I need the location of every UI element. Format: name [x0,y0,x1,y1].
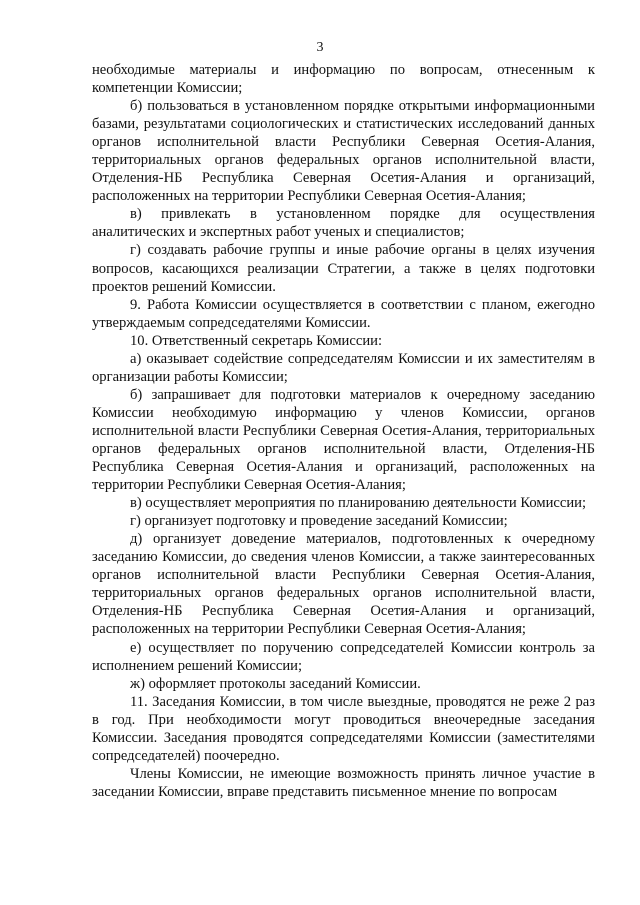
paragraph-item-v-engage-experts: в) привлекать в установленном порядке для осуществления аналитических и экспертных работ ученых и специалистов; [92,206,595,241]
paragraph-continuation: необходимые материалы и информацию по вопросам, отнесенным к компетенции Комиссии; [92,62,595,97]
paragraph-item-d-distribute-materials: д) организует доведение материалов, подготовленных к очередному заседанию Комиссии, до сведения членов Комиссии, а также заинтересованных органов исполнительной власти Республики Северная Осетия-Алания, территориальных органов федеральных органов исполнительной власти, Отделения-НБ Республика Северная Осетия-Алания и организаций, расположенных на территории Республики Северная Осетия-Алания; [92,531,595,638]
paragraph-item-a-assist: а) оказывает содействие сопредседателям Комиссии и их заместителям в организации работы Комиссии; [92,350,595,385]
document-body [92,61,595,801]
paragraph-item-v-planning: в) осуществляет мероприятия по планированию деятельности Комиссии; [130,495,587,512]
paragraph-section-9: 9. Работа Комиссии осуществляется в соответствии с планом, ежегодно утверждаемым сопредседателями Комиссии. [92,296,595,331]
paragraph-item-zh-minutes: ж) оформляет протоколы заседаний Комиссии. [130,675,421,692]
paragraph-item-g-working-groups: г) создавать рабочие группы и иные рабочие органы в целях изучения вопросов, касающихся реализации Стратегии, а также в целях подготовки проектов решений Комиссии. [92,242,595,295]
paragraph-section-11: 11. Заседания Комиссии, в том числе выездные, проводятся не реже 2 раз в год. При необходимости могут проводиться внеочередные заседания Комиссии. Заседания проводятся сопредседателями Комиссии (заместителями сопредседателей) поочередно. [92,693,595,764]
paragraph-item-b-request-info: б) запрашивает для подготовки материалов к очередному заседанию Комиссии необходимую информацию у членов Комиссии, органов исполнительной власти Республики Северная Осетия-Алания, территориальных органов федеральных органов исполнительной власти, Отделения-НБ Республика Северная Осетия-Алания и организаций, расположенных на территории Республики Северная Осетия-Алания; [92,386,595,494]
paragraph-section-10: 10. Ответственный секретарь Комиссии: [130,332,382,349]
paragraph-item-e-control: е) осуществляет по поручению сопредседателей Комиссии контроль за исполнением решений Комиссии; [92,639,595,674]
paragraph-item-b-use-databases: б) пользоваться в установленном порядке открытыми информационными базами, результатами социологических и статистических исследований данных органов исполнительной власти Республики Северная Осетия-Алания, территориальных органов федеральных органов исполнительной власти, Отделения-НБ Республика Северная Осетия-Алания и организаций, расположенных на территории Республики Северная Осетия-Алания; [92,98,595,205]
page-number: 3 [316,40,324,55]
paragraph-members-absence: Члены Комиссии, не имеющие возможность принять личное участие в заседании Комиссии, вправе представить письменное мнение по вопросам [92,765,595,800]
paragraph-item-g-organize-meetings: г) организует подготовку и проведение заседаний Комиссии; [130,513,508,530]
